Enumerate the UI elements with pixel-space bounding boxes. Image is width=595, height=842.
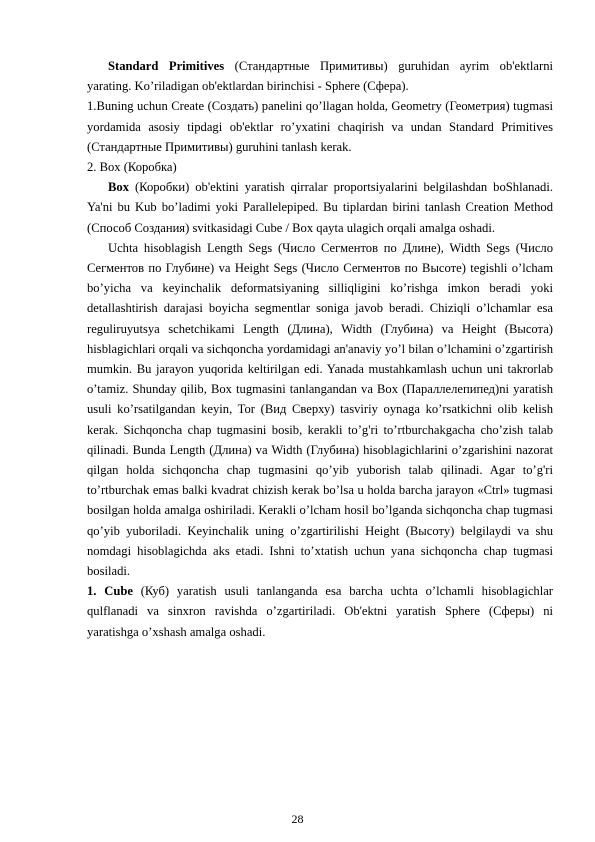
paragraph-cube: [87, 581, 553, 642]
paragraph-segments: [87, 238, 553, 581]
paragraph-create-panel: [87, 96, 553, 157]
bold-term-standard-primitives: Standard Primitives: [108, 59, 225, 73]
paragraph-standard-primitives: [87, 56, 553, 96]
paragraph-box: [87, 177, 553, 238]
document-body: [87, 56, 553, 642]
bold-term-cube: 1. Cube: [87, 584, 133, 599]
paragraph-box-heading: [87, 157, 553, 177]
page-number: 28: [291, 812, 304, 826]
paragraph-text: 2. Box (Коробка): [87, 160, 177, 175]
bold-term-box: Box: [108, 180, 129, 195]
paragraph-text: (Куб) yaratish usuli tanlanganda esa barcha uchta o’lchamli hisoblagichlar qulflanadi va sinxron ravishda o’zgartiriladi. Ob'ektni yaratish Sphere (Сферы) ni yaratishga o’xshash amalga oshadi.: [87, 584, 553, 639]
paragraph-text: (Коробки) ob'ektini yaratish qirralar proportsiyalarini belgilashdan boShlanadi. Ya'ni bu Kub bo’ladimi yoki Parallelepiped. Bu tiplardan birini tanlash Creation Method (Способ Создания) svitkasidagi Cube / Box qayta ulagich orqali amalga oshadi.: [87, 180, 553, 235]
paragraph-text: 1.Buning uchun Create (Создать) panelini qo’llagan holda, Geometry (Геометрия) tugmasi yordamida asosiy tipdagi ob'ektlar ro’yxatini chaqirish va undan Standard Primitives (Стандартные Примитивы) guruhini tanlash kerak.: [87, 99, 553, 154]
paragraph-text: Uchta hisoblagish Length Segs (Число Сегментов по Длине), Width Segs (Число Сегментов по Глубине) va Height Segs (Число Сегментов по Высоте) tegishli o’lcham bo’yicha va keyinchalik deformatsiyaning silliqligini ko’rishga imkon beradi yoki detallashtirish darajasi boyicha segmentlar soniga javob beradi. Chiziqli o’lchamlar esa reguliruyutsya schetchikami Length (Длина), Width (Глубина) va Height (Высота) hisblagichlari orqali va sichqoncha yordamidagi an'anaviy yo’l bilan o’lchamini o’zgartirish mumkin. Bu jarayon yuqorida keltirilgan edi. Yanada mustahkamlash uchun uni takrorlab o’tamiz. Shunday qilib, Box tugmasini tanlangandan va Box (Параллелепипед)ni yaratish usuli ko’rsatilgandan keyin, Tor (Вид Сверху) tasviriy oynaga ko’rsatkichni olib kelish kerak. Sichqoncha chap tugmasini bosib, kerakli to’g'ri to’rtburchakgacha cho’zish talab qilinadi. Bunda Length (Длина) va Width (Глубина) hisoblagichlarini o’zgarishini nazorat qilgan holda sichqoncha chap tugmasini qo’yib yuborish talab qilinadi. Agar to’g'ri to’rtburchak emas balki kvadrat chizish kerak bo’lsa u holda barcha jarayon «Ctrl» tugmasi bosilgan holda amalga oshiriladi. Kerakli o’lcham hosil bo’lganda sichqoncha chap tugmasi qo’yib yuboriladi. Keyinchalik uning o’zgartirilishi Height (Высоту) belgilaydi va shu nomdagi hisoblagichda aks etadi. Ishni to’xtatish uchun yana sichqoncha chap tugmasi bosiladi.: [87, 240, 553, 579]
paragraph-text: (Стандартные Примитивы) guruhidan ayrim ob'ektlarni yarating. Ko’riladigan ob'ektlardan birinchisi - Sphere (Сфера).: [87, 59, 553, 94]
